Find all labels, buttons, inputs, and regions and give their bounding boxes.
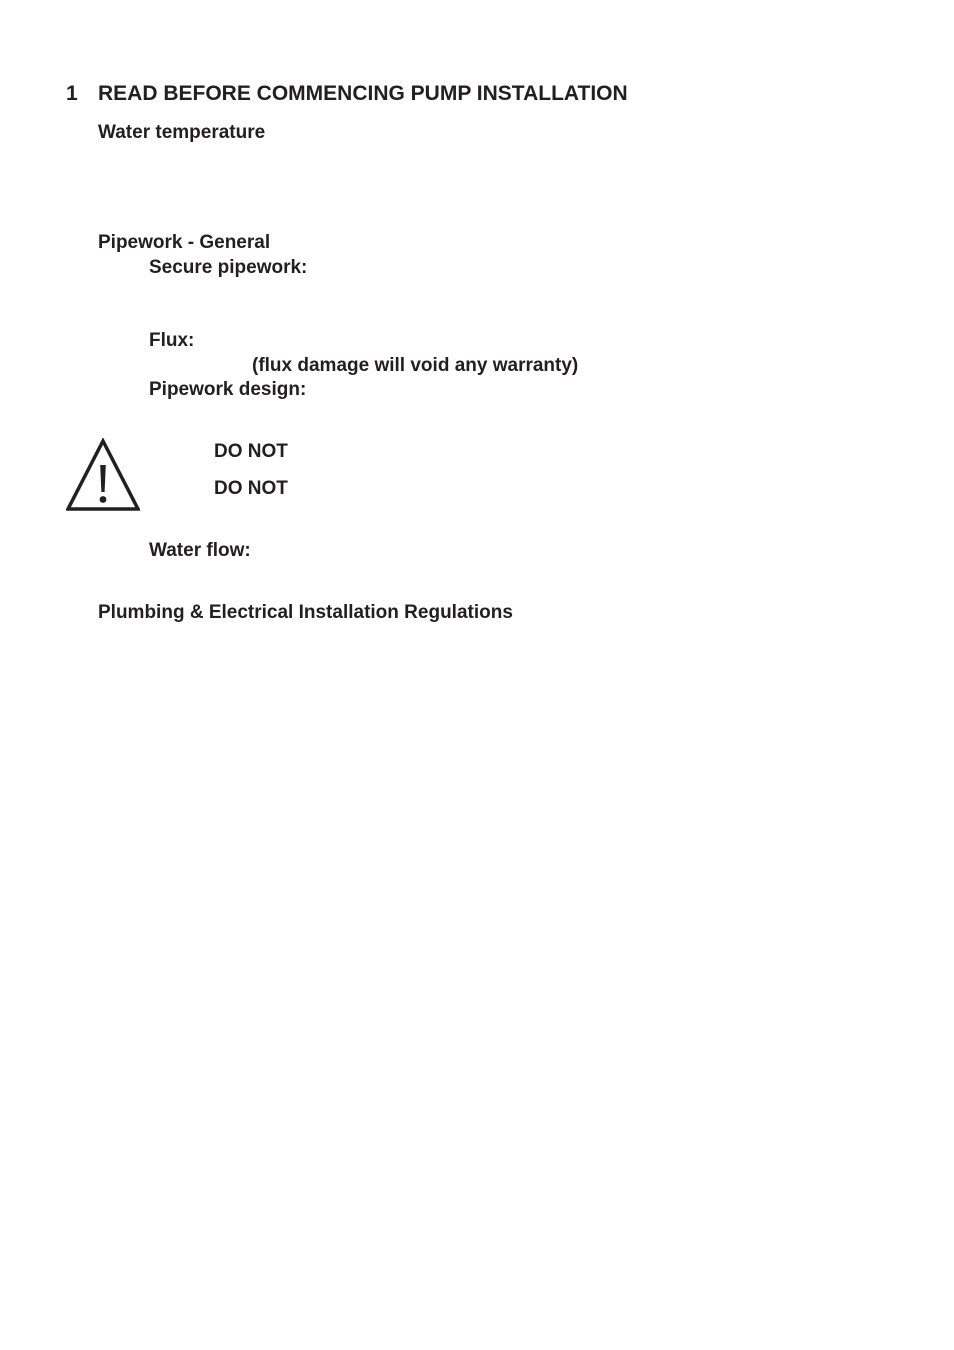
pipework-general-heading: Pipework - General [98, 232, 271, 253]
warning-line-2: DO NOT [214, 478, 288, 499]
secure-pipework-label: Secure pipework: [149, 257, 308, 278]
pipework-design-label: Pipework design: [149, 379, 307, 400]
regulations-heading: Plumbing & Electrical Installation Regulations [98, 602, 513, 623]
water-temperature-heading: Water temperature [98, 122, 266, 143]
water-flow-label: Water flow: [149, 540, 251, 561]
section-number: 1 [66, 82, 78, 105]
section-title: READ BEFORE COMMENCING PUMP INSTALLATION [98, 82, 628, 105]
warning-line-1: DO NOT [214, 441, 288, 462]
flux-warranty-note: (flux damage will void any warranty) [252, 355, 579, 376]
flux-label: Flux: [149, 330, 195, 351]
warning-triangle-icon [66, 438, 140, 512]
